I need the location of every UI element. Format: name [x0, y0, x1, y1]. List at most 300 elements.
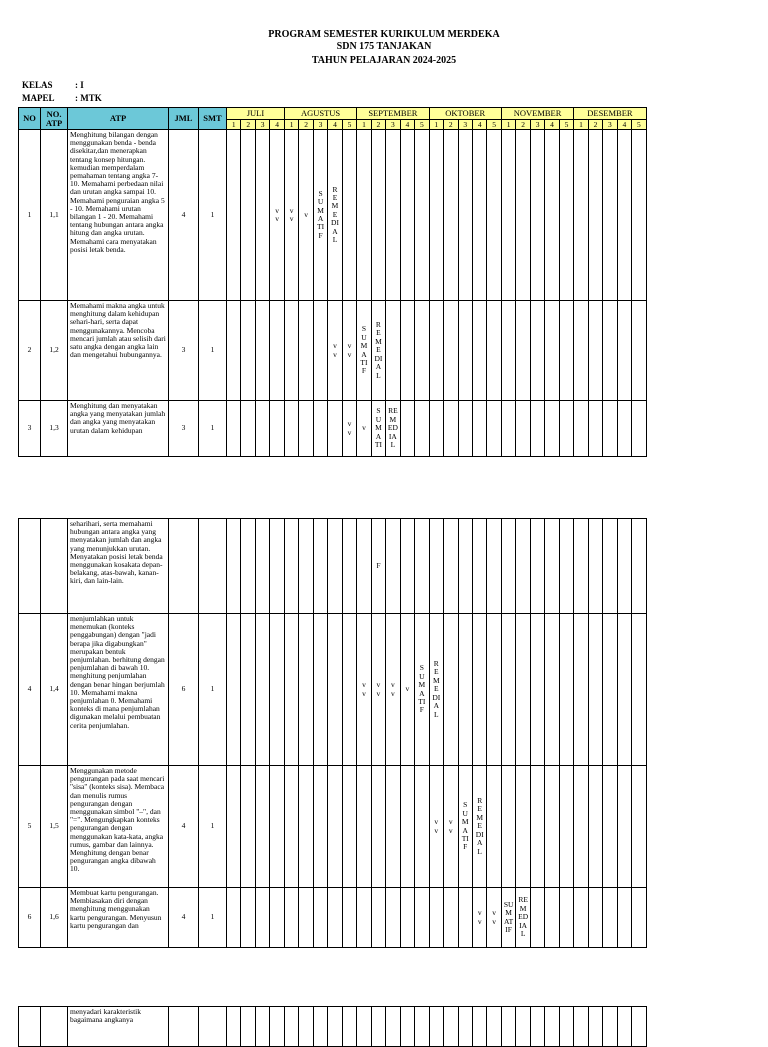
week-header: 4	[270, 120, 284, 130]
month-header-juli: JULI	[227, 108, 285, 120]
week-cell	[530, 1007, 544, 1047]
atp-description: menjumlahkan untuk menemukan (konteks penggabungan) dengan "jadi berapa jika digabungkan" merupakan bentuk penjumlahan. berhitung dengan penjumlahan di bawah 10. menghitung penjumlahan dengan benar hingan berjumlah 10. Memahami makna penjumlahan 0. Memahami konteks di mana penjumlahan digunakan melalui pembuatan cerita penjumlahan.	[68, 614, 169, 766]
atp-number: 1,5	[41, 766, 68, 888]
atp-number: 1,2	[41, 301, 68, 401]
week-cell	[255, 130, 269, 301]
week-header: 1	[574, 120, 588, 130]
week-cell	[545, 301, 559, 401]
week-cell	[444, 401, 458, 457]
week-cell	[588, 519, 602, 614]
week-cell	[342, 614, 356, 766]
week-cell	[458, 766, 472, 888]
week-cell	[415, 130, 429, 301]
program-semester-table-1	[18, 107, 647, 457]
week-header: 4	[472, 120, 486, 130]
week-header: 3	[530, 120, 544, 130]
atp-number: 1,4	[41, 614, 68, 766]
week-cell	[241, 1007, 255, 1047]
jml-value: 4	[169, 130, 199, 301]
week-cell	[487, 401, 501, 457]
week-header: 4	[328, 120, 342, 130]
week-cell	[603, 614, 617, 766]
week-cell	[328, 1007, 342, 1047]
week-cell	[342, 766, 356, 888]
week-cell	[270, 614, 284, 766]
week-cell	[559, 301, 573, 401]
week-cell	[270, 766, 284, 888]
header-no-atp: NO. ATP	[41, 108, 68, 130]
week-cell	[516, 401, 530, 457]
week-cell	[603, 888, 617, 948]
atp-description: Menghitung dan menyatakan angka yang menyatakan jumlah dan angka yang menyatakan urutan dalam kehidupan	[68, 401, 169, 457]
week-cell	[429, 130, 443, 301]
week-cell	[386, 301, 400, 401]
week-cell	[400, 766, 414, 888]
week-cell	[241, 888, 255, 948]
week-cell	[487, 888, 501, 948]
week-cell	[429, 519, 443, 614]
week-cell	[313, 888, 327, 948]
week-cell	[400, 401, 414, 457]
week-cell	[313, 519, 327, 614]
week-cell	[530, 614, 544, 766]
check-mark: v v	[448, 817, 453, 835]
week-cell	[472, 401, 486, 457]
week-cell	[299, 766, 313, 888]
jml-value	[169, 519, 199, 614]
week-cell	[487, 519, 501, 614]
week-cell	[574, 1007, 588, 1047]
week-cell	[487, 301, 501, 401]
week-cell	[617, 401, 631, 457]
week-cell	[371, 614, 385, 766]
week-cell	[429, 301, 443, 401]
week-cell	[255, 519, 269, 614]
atp-number: 1,1	[41, 130, 68, 301]
jml-value: 3	[169, 401, 199, 457]
week-cell	[429, 614, 443, 766]
week-cell	[255, 301, 269, 401]
week-header: 4	[545, 120, 559, 130]
week-cell	[415, 1007, 429, 1047]
assessment-mark: SU M AT IF	[503, 899, 514, 934]
week-cell	[516, 766, 530, 888]
week-cell	[574, 401, 588, 457]
week-cell	[617, 888, 631, 948]
week-header: 2	[241, 120, 255, 130]
week-cell	[574, 519, 588, 614]
jml-value: 4	[169, 888, 199, 948]
week-cell	[516, 130, 530, 301]
week-cell	[444, 888, 458, 948]
week-cell	[357, 130, 371, 301]
row-number: 4	[19, 614, 41, 766]
week-cell	[255, 766, 269, 888]
month-header-september: SEPTEMBER	[357, 108, 429, 120]
check-mark: v v	[289, 205, 294, 223]
week-cell	[472, 301, 486, 401]
week-cell	[299, 888, 313, 948]
week-cell	[386, 401, 400, 457]
week-cell	[255, 888, 269, 948]
week-cell	[458, 888, 472, 948]
smt-value	[199, 519, 227, 614]
week-cell	[458, 1007, 472, 1047]
smt-value: 1	[199, 888, 227, 948]
assessment-mark: S U M A TI	[374, 406, 382, 450]
atp-description: Memahami makna angka untuk menghitung dalam kehidupan sehari-hari, serta dapat menggunakannya. Mencoba mencari jumlah atau selisih dari satu angka dengan angka lain dan mengetahui hubungannya.	[68, 301, 169, 401]
week-cell	[617, 614, 631, 766]
assessment-mark: RE M ED IA L	[387, 406, 398, 450]
atp-number: 1,3	[41, 401, 68, 457]
jml-value: 4	[169, 766, 199, 888]
week-cell	[559, 1007, 573, 1047]
week-cell	[501, 301, 515, 401]
table-row	[19, 130, 647, 301]
check-mark: v v	[347, 419, 352, 437]
week-cell	[530, 888, 544, 948]
assessment-mark: RE M ED IA L	[518, 895, 529, 939]
week-cell	[241, 301, 255, 401]
week-cell	[284, 519, 298, 614]
week-header: 5	[632, 120, 646, 130]
week-cell	[444, 301, 458, 401]
week-cell	[472, 519, 486, 614]
week-header: 3	[458, 120, 472, 130]
week-cell	[632, 401, 646, 457]
week-header: 2	[444, 120, 458, 130]
week-cell	[487, 1007, 501, 1047]
week-header: 3	[386, 120, 400, 130]
week-cell	[545, 519, 559, 614]
smt-value: 1	[199, 130, 227, 301]
row-number	[19, 519, 41, 614]
assessment-mark: R E M E DI A L	[331, 184, 339, 245]
assessment-mark: S U M A TI F	[360, 324, 368, 376]
week-cell	[227, 130, 241, 301]
week-cell	[632, 301, 646, 401]
smt-value: 1	[199, 301, 227, 401]
week-cell	[313, 301, 327, 401]
week-cell	[588, 130, 602, 301]
week-cell	[632, 614, 646, 766]
assessment-mark: R E M E DI A L	[432, 659, 441, 719]
week-cell	[328, 766, 342, 888]
week-cell	[472, 614, 486, 766]
week-cell	[458, 401, 472, 457]
assessment-mark: S U M A TI F	[461, 800, 469, 852]
week-header: 5	[342, 120, 356, 130]
week-cell	[313, 766, 327, 888]
academic-year: TAHUN PELAJARAN 2024-2025	[311, 55, 457, 66]
week-cell	[574, 766, 588, 888]
week-cell	[617, 519, 631, 614]
week-cell	[227, 519, 241, 614]
week-header: 1	[284, 120, 298, 130]
week-cell	[299, 401, 313, 457]
week-cell	[328, 614, 342, 766]
week-cell	[574, 888, 588, 948]
table-row	[19, 766, 647, 888]
document-title: PROGRAM SEMESTER KURIKULUM MERDEKA	[268, 29, 500, 40]
week-header: 3	[313, 120, 327, 130]
week-cell	[313, 1007, 327, 1047]
jml-value: 6	[169, 614, 199, 766]
check-mark: v v	[391, 680, 395, 698]
week-header: 2	[516, 120, 530, 130]
week-cell	[255, 1007, 269, 1047]
assessment-mark: R E M E DI A L	[475, 796, 484, 856]
week-cell	[501, 130, 515, 301]
week-cell	[241, 766, 255, 888]
week-cell	[255, 614, 269, 766]
week-cell	[559, 614, 573, 766]
week-cell	[241, 519, 255, 614]
week-cell	[386, 614, 400, 766]
week-cell	[603, 130, 617, 301]
week-cell	[559, 519, 573, 614]
week-cell	[227, 401, 241, 457]
week-cell	[328, 401, 342, 457]
week-cell	[444, 519, 458, 614]
week-header: 1	[429, 120, 443, 130]
week-cell	[270, 888, 284, 948]
week-cell	[516, 519, 530, 614]
week-cell	[574, 614, 588, 766]
check-mark: v	[362, 423, 366, 433]
week-cell	[559, 130, 573, 301]
week-cell	[487, 130, 501, 301]
week-cell	[357, 519, 371, 614]
week-header: 5	[415, 120, 429, 130]
week-cell	[328, 519, 342, 614]
week-header: 2	[299, 120, 313, 130]
week-cell	[284, 401, 298, 457]
week-cell	[603, 766, 617, 888]
week-cell	[342, 1007, 356, 1047]
week-cell	[227, 1007, 241, 1047]
week-cell	[458, 301, 472, 401]
week-cell	[299, 519, 313, 614]
week-cell	[530, 519, 544, 614]
week-cell	[227, 614, 241, 766]
atp-description: Menghitung bilangan dengan menggunakan benda - benda disekitar,dan menerapkan tentang konsep hitungan. kemudian memperdalam pemahaman tentang angka 7-10. Memahami perbedaan nilai dan urutan angka sampai 10. Memahami penguraian angka 5 - 10. Memahami urutan bilangan 1 - 20. Memahami tentang hubungan antara angka hitung dan angka urutan. Memahami cara menyatakan posisi letak benda.	[68, 130, 169, 301]
week-cell	[415, 614, 429, 766]
week-cell	[415, 519, 429, 614]
atp-description: seharihari, serta memahami hubungan antara angka yang menyatakan jumlah dan angka yang menunjukkan urutan. Menyatakan posisi letak benda menggunakan kosakata depan-belakang, atas-bawah, kanan-kiri, dan lain-lain.	[68, 519, 169, 614]
atp-number	[41, 519, 68, 614]
week-cell	[386, 1007, 400, 1047]
week-cell	[472, 1007, 486, 1047]
week-cell	[270, 301, 284, 401]
assessment-mark: S U M A TI F	[418, 663, 426, 715]
subject-value: : MTK	[75, 93, 102, 103]
week-cell	[299, 1007, 313, 1047]
week-cell	[559, 766, 573, 888]
week-cell	[270, 519, 284, 614]
week-cell	[386, 130, 400, 301]
header-jml: JML	[169, 108, 199, 130]
week-cell	[284, 888, 298, 948]
week-cell	[357, 614, 371, 766]
week-cell	[313, 401, 327, 457]
week-cell	[603, 1007, 617, 1047]
class-value: : I	[75, 80, 84, 90]
smt-value: 1	[199, 614, 227, 766]
week-cell	[632, 130, 646, 301]
row-number: 2	[19, 301, 41, 401]
week-cell	[574, 130, 588, 301]
week-header: 2	[588, 120, 602, 130]
week-cell	[284, 1007, 298, 1047]
week-cell	[545, 130, 559, 301]
header-smt: SMT	[199, 108, 227, 130]
table-row	[19, 614, 647, 766]
week-cell	[530, 401, 544, 457]
week-cell	[501, 614, 515, 766]
week-cell	[501, 888, 515, 948]
header-no: NO	[19, 108, 41, 130]
week-cell	[588, 1007, 602, 1047]
week-cell	[444, 1007, 458, 1047]
week-cell	[530, 130, 544, 301]
check-mark: v v	[347, 341, 352, 359]
atp-description: Membuat kartu pengurangan. Membiasakan diri dengan menghitung menggunakan kartu pengurangan. Menyusun kartu pengurangan dan	[68, 888, 169, 948]
month-header-desember: DESEMBER	[574, 108, 646, 120]
week-cell	[588, 888, 602, 948]
week-cell	[299, 614, 313, 766]
week-cell	[530, 766, 544, 888]
week-cell	[545, 766, 559, 888]
week-cell	[400, 614, 414, 766]
week-cell	[284, 301, 298, 401]
week-cell	[588, 301, 602, 401]
week-cell	[458, 130, 472, 301]
week-cell	[444, 130, 458, 301]
week-cell	[545, 888, 559, 948]
week-cell	[559, 401, 573, 457]
week-cell	[270, 401, 284, 457]
row-number: 6	[19, 888, 41, 948]
week-cell	[328, 888, 342, 948]
week-cell	[400, 301, 414, 401]
week-cell	[559, 888, 573, 948]
week-cell	[472, 888, 486, 948]
week-cell	[255, 401, 269, 457]
week-cell	[284, 766, 298, 888]
week-cell	[588, 614, 602, 766]
week-cell	[415, 766, 429, 888]
week-cell	[241, 401, 255, 457]
check-mark: v v	[434, 817, 439, 835]
jml-value	[169, 1007, 199, 1047]
class-label: KELAS	[22, 80, 53, 90]
row-number: 1	[19, 130, 41, 301]
week-cell	[603, 519, 617, 614]
week-cell	[400, 130, 414, 301]
week-cell	[299, 301, 313, 401]
week-cell	[501, 519, 515, 614]
week-cell	[227, 766, 241, 888]
week-cell	[545, 614, 559, 766]
week-cell	[516, 614, 530, 766]
week-cell	[487, 614, 501, 766]
week-cell	[444, 614, 458, 766]
week-header: 4	[400, 120, 414, 130]
week-cell	[400, 1007, 414, 1047]
week-cell	[357, 888, 371, 948]
week-cell	[458, 614, 472, 766]
program-semester-table-2	[18, 518, 647, 948]
check-mark: v	[304, 209, 308, 219]
table-row	[19, 519, 647, 614]
program-semester-table-3	[18, 1006, 647, 1047]
week-cell	[371, 401, 385, 457]
jml-value: 3	[169, 301, 199, 401]
week-header: 1	[227, 120, 241, 130]
week-cell	[270, 1007, 284, 1047]
week-cell	[617, 766, 631, 888]
week-header: 1	[357, 120, 371, 130]
week-cell	[429, 766, 443, 888]
week-cell	[357, 401, 371, 457]
week-cell	[501, 1007, 515, 1047]
week-cell	[386, 888, 400, 948]
week-cell	[386, 519, 400, 614]
atp-description: Menggunakan metode pengurangan pada saat mencari "sisa" (konteks sisa). Membaca dan menulis rumus pengurangan dengan menggunakan simbol "–", dan "=". Mengungkapkan konteks pengurangan dengan menggunakan kata-kata, angka rumus, gambar dan lainnya. Menghitung dengan benar pengurangan angka dibawah 10.	[68, 766, 169, 888]
week-cell	[342, 301, 356, 401]
week-cell	[603, 301, 617, 401]
week-cell	[227, 301, 241, 401]
week-cell	[530, 301, 544, 401]
smt-value: 1	[199, 401, 227, 457]
week-cell	[342, 130, 356, 301]
week-cell	[545, 1007, 559, 1047]
week-cell	[386, 766, 400, 888]
school-name: SDN 175 TANJAKAN	[336, 41, 432, 52]
week-cell	[588, 401, 602, 457]
week-cell	[342, 888, 356, 948]
check-mark: v v	[477, 908, 482, 926]
week-header: 3	[255, 120, 269, 130]
week-cell	[371, 888, 385, 948]
check-mark: v v	[376, 680, 381, 698]
week-cell	[429, 1007, 443, 1047]
week-cell	[299, 130, 313, 301]
smt-value: 1	[199, 766, 227, 888]
week-cell	[444, 766, 458, 888]
week-cell	[545, 401, 559, 457]
week-cell	[501, 766, 515, 888]
week-cell	[429, 888, 443, 948]
week-cell	[400, 888, 414, 948]
week-cell	[371, 301, 385, 401]
assessment-mark: S U M A TI F	[317, 188, 325, 240]
week-cell	[415, 401, 429, 457]
week-cell	[270, 130, 284, 301]
header-atp: ATP	[68, 108, 169, 130]
week-cell	[328, 301, 342, 401]
week-cell	[284, 614, 298, 766]
week-cell	[429, 401, 443, 457]
row-number	[19, 1007, 41, 1047]
week-cell	[472, 766, 486, 888]
week-cell	[617, 130, 631, 301]
week-cell	[284, 130, 298, 301]
week-cell	[400, 519, 414, 614]
month-header-oktober: OKTOBER	[429, 108, 501, 120]
week-header: 5	[559, 120, 573, 130]
